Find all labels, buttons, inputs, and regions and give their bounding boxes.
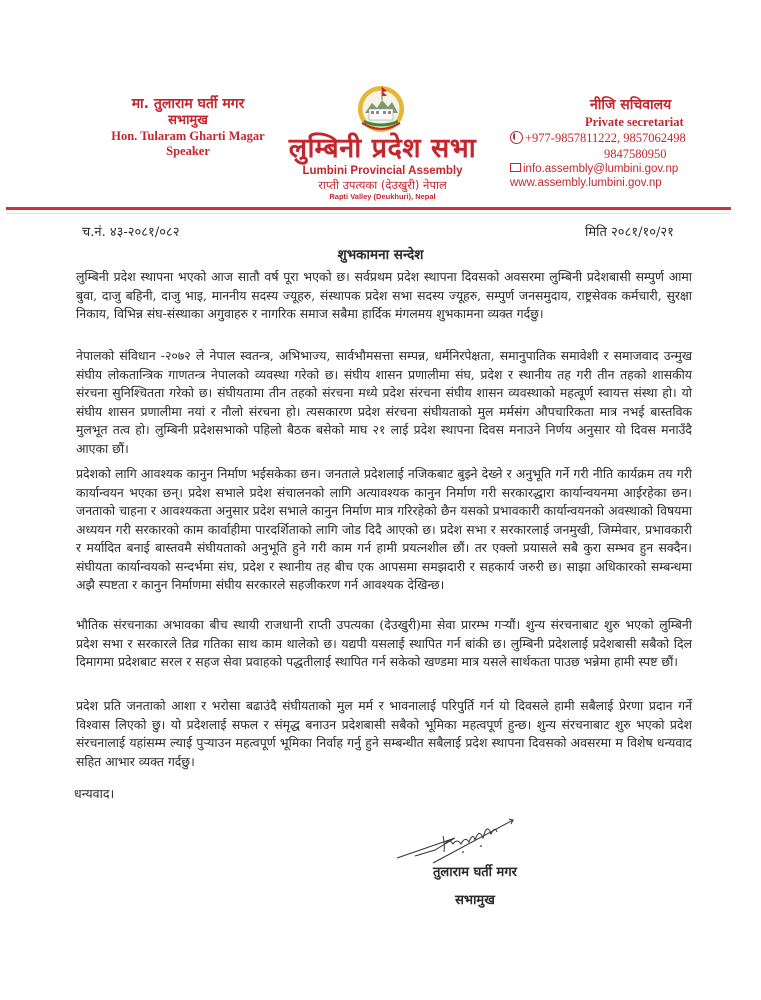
- phone-icon: [510, 131, 523, 144]
- email-line: [510, 162, 730, 176]
- header-divider-gray: [6, 213, 731, 214]
- assembly-location-np: राप्ती उपत्यका (देउखुरी) नेपाल: [318, 178, 447, 192]
- speaker-title-en: Speaker: [166, 144, 210, 158]
- phone-numbers: +977-9857811222, 9857062498: [525, 131, 686, 145]
- speaker-title-np: सभामुख: [168, 113, 208, 128]
- handwritten-signature-icon: [395, 808, 525, 868]
- signatory-name: तुलाराम घर्ती मगर: [433, 865, 517, 880]
- paragraph-1: लुम्बिनी प्रदेश स्थापना भएको आज सातौ वर्ष पूरा भएको छ। सर्वप्रथम प्रदेश स्थापना दिवसको अवसरमा लुम्बिनी प्रदेशबासी सम्पुर्ण आमा बुवा, दाजु बहिनी, दाजु भाइ, माननीय सदस्य ज्यूहरु, संस्थापक प्रदेश सभा सदस्य ज्यूहरु, सम्पुर्ण जनसमुदाय, राष्ट्रसेवक कर्मचारी, सुरक्षा निकाय, विभिन्न संघ-संस्थाका अगुवाहरु र नागरिक समाज सबैमा हार्दिक मंगलमय शुभकामना व्यक्त गर्दछु।: [76, 269, 692, 321]
- speaker-block: [108, 96, 268, 159]
- signatory-title: सभामुख: [455, 893, 495, 908]
- letter-date: मिति २०८१/१०/२१: [585, 225, 674, 240]
- paragraph-2: नेपालको संविधान -२०७२ ले नेपाल स्वतन्त्र, अभिभाज्य, सार्वभौमसत्ता सम्पन्न, धर्मनिरपेक्षता, समानुपातिक समावेशी र समाजवाद उन्मुख संघीय लोकतान्त्रिक गाणतन्त्र नेपालको व्यवस्था गरेको छ। संघीय शासन प्रणालीमा संघ, प्रदेश र स्थानीय तह गरी तीन तहको शासकीय संरचना सुनिश्चितता गरेको छ। संघीयतामा तीन तहको संरचना मध्ये प्रदेश संरचना संघीय शासन व्यवस्थाको महत्वूर्ण स्वायत्त संस्था हो। यो संघीय शासन प्रणालीमा नयां र नौलो संरचना हो। त्यसकारण प्रदेश संरचना संघीयताको मुल मर्मसंग औपचारिकता मात्र नभई बास्तविक मुलभूत तत्व हो। लुम्बिनी प्रदेशसभाको पहिलो बैठक बसेको माघ २१ लाई प्रदेश स्थापना दिवस मनाउने निर्णय अनुसार यो दिवस मनाउँदै आएका छौं।: [76, 348, 692, 456]
- assembly-name-np: लुम्बिनी प्रदेश सभा: [288, 133, 477, 164]
- assembly-name-en: Lumbini Provincial Assembly: [302, 165, 463, 177]
- email-address[interactable]: info.assembly@lumbini.gov.np: [523, 163, 679, 175]
- speaker-name-en: Hon. Tularam Gharti Magar: [111, 129, 265, 143]
- lumbini-assembly-emblem-icon: [356, 83, 406, 135]
- paragraph-4: भौतिक संरचनाका अभावका बीच स्थायी राजधानी राप्ती उपत्यका (देउखुरी)मा सेवा प्रारम्भ गर्‍यौं। शुन्य संरचनाबाट शुरु भएको लुम्बिनी प्रदेश सभा र सरकारले तिव्र गतिका साथ काम थालेको छ। यद्यपी यसलाई स्थापित गर्न बांकी छ। लुम्बिनी प्रदेशलाई प्रदेशबासी सबैको दिल दिमागमा प्रदेशबाट सरल र सहज सेवा प्रवाहको पद्धतीलाई स्थापित गर्न सकेको खण्डमा मात्र यसले सार्थकता पाउछ भन्नेमा हामी स्पष्ट छौं।: [76, 617, 692, 669]
- assembly-location-en: Rapti Valley (Deukhuri), Nepal: [329, 192, 436, 201]
- paragraph-3: प्रदेशको लागि आवश्यक कानुन निर्माण भईसकेका छन। जनताले प्रदेशलाई नजिकबाट बुझ्ने देख्ने र अनुभूति गर्ने गरी नीति कार्यक्रम तय गरी कार्यान्वयन भएका छन्। प्रदेश सभाले प्रदेश संचालनको लागि अत्यावश्यक कानुन निर्माण गरी सरकारद्धारा कार्यान्वयनमा आईरहेका छन। जनताको चाहना र आवश्यकता अनुसार प्रदेश सभाले कानुन निर्माण मात्र गरिरहेको छैन यसको प्रभावकारी कार्यान्वयनको अवस्थाको विषयमा अध्ययन गरी सरकारको काम कार्वाहीमा पारदर्शिताको लागि जोड दिदै आएको छ। प्रदेश सभा र सरकारलाई जनमुखी, जिम्मेवार, प्रभावकारी र मर्यादित बनाई बास्तवमै संघीयताको अनुभूति हुने गरी काम गर्न हामी प्रयत्नशील छौं। तर एक्लो प्रयासले सबै कुरा सम्भव हुन सक्दैन। संघीयता कार्यान्वयको सन्दर्भमा संघ, प्रदेश र स्थानीय तह बीच एक आपसमा समझदारी र सहकार्य जरुरी छ। साझा अधिकारको सम्बन्धमा अझै स्पष्टता र कानुन निर्माणमा संघीय सरकारले सहजीकरण गर्न आवश्यक देखिन्छ।: [76, 466, 692, 592]
- assembly-name-block: [270, 133, 495, 202]
- reference-number: च.नं. ४३-२०८१/०८२: [82, 225, 180, 240]
- speaker-name-np: मा. तुलाराम घर्ती मगर: [131, 96, 245, 112]
- phone-number-secondary: 9847580950: [604, 147, 667, 161]
- email-icon: [510, 163, 521, 172]
- secretariat-name-np: नीजि सचिवालय: [590, 97, 672, 113]
- phone-line: [510, 130, 730, 146]
- paragraph-5: प्रदेश प्रति जनताको आशा र भरोसा बढाउंदै संघीयताको मुल मर्म र भावनालाई परिपुर्ति गर्न यो दिवसले हामी सबैलाई प्रेरणा प्रदान गर्ने विश्वास लिएको छु। यो प्रदेशलाई सफल र संमृद्ध बनाउन प्रदेशबासी सबैको भूमिका महत्वपूर्ण हुन्छ। शुन्य संरचनाबाट शुरु भएको प्रदेश संरचनालाई यहांसम्म ल्याई पुर्‍याउन महत्वपूर्ण भूमिका निर्वाह गर्नु हुने सम्बन्धीत सबैलाई प्रदेश स्थापना दिवसको अवसरमा म विशेष धन्यवाद सहित आभार व्यक्त गर्दछु।: [76, 698, 692, 769]
- letter-subject: शुभकामना सन्देश: [337, 247, 424, 263]
- closing-thanks: धन्यवाद।: [74, 786, 115, 801]
- secretariat-name-en: Private secretariat: [585, 115, 684, 129]
- secretariat-block: [510, 96, 730, 190]
- header-divider-red: [6, 207, 731, 210]
- website-link[interactable]: www.assembly.lumbini.gov.np: [510, 177, 662, 189]
